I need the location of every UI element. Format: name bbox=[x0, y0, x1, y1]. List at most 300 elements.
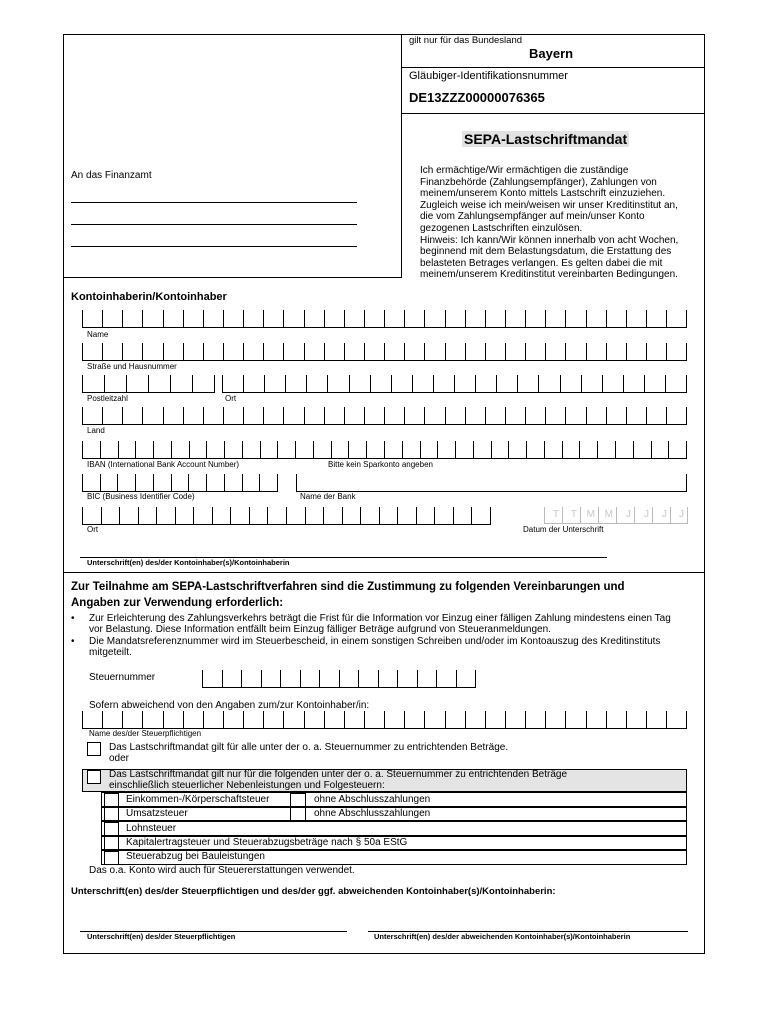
comb-cell bbox=[243, 310, 263, 328]
place-field[interactable] bbox=[82, 507, 491, 525]
comb-cell bbox=[505, 343, 525, 361]
option-all-text: Das Lastschriftmandat gilt für alle unter der o. a. Steuernummer zu entrichtenden Beträge. bbox=[109, 742, 509, 753]
construction-tax-checkbox[interactable] bbox=[104, 851, 119, 865]
comb-cell bbox=[445, 711, 465, 729]
comb-cell bbox=[300, 670, 320, 688]
comb-cell bbox=[183, 407, 203, 425]
comb-cell bbox=[646, 711, 666, 729]
comb-cell bbox=[445, 310, 465, 328]
comb-cell bbox=[397, 670, 417, 688]
comb-cell bbox=[424, 310, 444, 328]
comb-cell bbox=[260, 441, 278, 459]
wage-tax-label: Lohnsteuer bbox=[126, 823, 177, 834]
comb-cell bbox=[135, 474, 153, 492]
comb-cell bbox=[242, 474, 260, 492]
comb-cell bbox=[412, 375, 433, 393]
iban-field[interactable] bbox=[82, 441, 687, 459]
comb-cell bbox=[465, 711, 485, 729]
glaeubiger-label: Gläubiger-Identifikationsnummer bbox=[409, 70, 568, 82]
comb-cell bbox=[305, 507, 324, 525]
comb-cell bbox=[358, 670, 378, 688]
comb-cell bbox=[404, 343, 424, 361]
comb-cell bbox=[242, 441, 260, 459]
city-label: Ort bbox=[225, 394, 237, 403]
comb-cell bbox=[243, 375, 264, 393]
comb-cell bbox=[212, 507, 231, 525]
comb-cell bbox=[646, 310, 666, 328]
comb-cell bbox=[243, 343, 263, 361]
comb-cell bbox=[100, 441, 118, 459]
comb-cell bbox=[436, 670, 456, 688]
comb-cell bbox=[170, 375, 192, 393]
bullet1-line2: vor Belastung. Diese Information entfällt beim Einzug fälliger Beträge aufgrund von Steueranmeldungen. bbox=[89, 624, 551, 635]
comb-cell bbox=[505, 711, 525, 729]
comb-cell bbox=[562, 441, 580, 459]
comb-cell bbox=[339, 670, 359, 688]
vat-final-checkbox[interactable] bbox=[290, 807, 306, 821]
vat-label: Umsatzsteuer bbox=[126, 808, 188, 819]
bullet-dot: • bbox=[71, 636, 75, 647]
comb-cell bbox=[163, 343, 183, 361]
street-label: Straße und Hausnummer bbox=[87, 362, 177, 371]
comb-cell bbox=[420, 441, 438, 459]
comb-cell bbox=[485, 310, 505, 328]
comb-cell bbox=[264, 375, 285, 393]
comb-cell bbox=[465, 310, 485, 328]
comb-cell bbox=[104, 375, 126, 393]
option-some-checkbox[interactable] bbox=[87, 770, 101, 784]
comb-cell bbox=[646, 407, 666, 425]
comb-cell bbox=[153, 474, 171, 492]
comb-cell bbox=[496, 375, 517, 393]
comb-cell bbox=[102, 343, 122, 361]
comb-cell bbox=[626, 343, 646, 361]
comb-cell bbox=[602, 375, 623, 393]
comb-cell bbox=[456, 670, 477, 688]
glaeubiger-id: DE13ZZZ00000076365 bbox=[409, 90, 545, 105]
comb-cell bbox=[626, 711, 646, 729]
comb-cell bbox=[666, 310, 687, 328]
comb-cell bbox=[417, 670, 437, 688]
comb-cell bbox=[665, 375, 687, 393]
comb-cell bbox=[324, 711, 344, 729]
comb-cell bbox=[505, 407, 525, 425]
date-cell: T bbox=[544, 507, 562, 523]
comb-cell bbox=[324, 343, 344, 361]
comb-cell bbox=[404, 711, 424, 729]
comb-cell bbox=[433, 375, 454, 393]
comb-cell bbox=[344, 310, 364, 328]
glaeubiger-divider bbox=[401, 113, 705, 114]
comb-cell bbox=[424, 711, 444, 729]
comb-cell bbox=[222, 375, 243, 393]
comb-cell bbox=[286, 507, 305, 525]
bundesland-divider bbox=[401, 67, 705, 68]
comb-cell bbox=[370, 375, 391, 393]
comb-cell bbox=[142, 711, 162, 729]
comb-cell bbox=[586, 711, 606, 729]
comb-cell bbox=[263, 407, 283, 425]
country-label: Land bbox=[87, 426, 105, 435]
comb-cell bbox=[505, 310, 525, 328]
comb-cell bbox=[82, 375, 104, 393]
comb-cell bbox=[344, 711, 364, 729]
comb-cell bbox=[283, 343, 303, 361]
comb-cell bbox=[508, 441, 526, 459]
comb-cell bbox=[189, 441, 207, 459]
comb-cell bbox=[348, 441, 366, 459]
comb-cell bbox=[666, 407, 687, 425]
postcode-label: Postleitzahl bbox=[87, 394, 128, 403]
comb-cell bbox=[82, 711, 102, 729]
date-cell: J bbox=[634, 507, 652, 523]
comb-cell bbox=[666, 711, 687, 729]
comb-cell bbox=[224, 441, 242, 459]
account-signature-label: Unterschrift(en) des/der Kontoinhaber(s)/Kontoinhaberin bbox=[87, 558, 290, 567]
mandate-line: beginnend mit dem Belastungsdatum, die Erstattung des bbox=[420, 246, 672, 258]
bank-name-field[interactable] bbox=[296, 474, 687, 492]
comb-cell bbox=[306, 375, 327, 393]
date-label: Datum der Unterschrift bbox=[523, 525, 604, 534]
agreement-heading-2: Angaben zur Verwendung erforderlich: bbox=[71, 597, 284, 609]
option-or-text: oder bbox=[109, 753, 130, 764]
bullet1-line1: Zur Erleichterung des Zahlungsverkehrs beträgt die Frist für die Information vor Einzug einer fälligen Zahlung mindestens einen Tag bbox=[89, 613, 671, 624]
comb-cell bbox=[526, 441, 544, 459]
comb-cell bbox=[122, 711, 142, 729]
comb-cell bbox=[666, 343, 687, 361]
iban-label: IBAN (International Bank Account Number) bbox=[87, 460, 240, 469]
address-line-2[interactable] bbox=[71, 224, 357, 225]
comb-cell bbox=[122, 310, 142, 328]
comb-cell bbox=[366, 441, 384, 459]
comb-cell bbox=[102, 407, 122, 425]
comb-cell bbox=[192, 375, 215, 393]
street-field[interactable] bbox=[82, 343, 687, 361]
iban-note: Bitte kein Sparkonto angeben bbox=[328, 460, 433, 469]
comb-cell bbox=[118, 441, 136, 459]
comb-cell bbox=[364, 711, 384, 729]
comb-cell bbox=[193, 507, 212, 525]
tax-row-wage bbox=[101, 821, 687, 836]
comb-cell bbox=[82, 474, 100, 492]
header-divider-vertical bbox=[401, 34, 402, 278]
comb-cell bbox=[313, 441, 331, 459]
comb-cell bbox=[364, 343, 384, 361]
comb-cell bbox=[100, 474, 118, 492]
comb-cell bbox=[424, 343, 444, 361]
bundesland-label: gilt nur für das Bundesland bbox=[409, 35, 523, 46]
comb-cell bbox=[263, 711, 283, 729]
comb-cell bbox=[304, 407, 324, 425]
comb-cell bbox=[153, 441, 171, 459]
comb-cell bbox=[364, 407, 384, 425]
comb-cell bbox=[82, 441, 100, 459]
comb-cell bbox=[324, 310, 344, 328]
comb-cell bbox=[434, 507, 453, 525]
comb-cell bbox=[223, 343, 243, 361]
bullet2-line2: mitgeteilt. bbox=[89, 647, 132, 658]
comb-cell bbox=[156, 507, 175, 525]
comb-cell bbox=[203, 711, 223, 729]
option-all-checkbox[interactable] bbox=[87, 742, 101, 756]
comb-cell bbox=[586, 407, 606, 425]
comb-cell bbox=[360, 507, 379, 525]
comb-cell bbox=[538, 375, 559, 393]
option-some-line2: einschließlich steuerlicher Nebenleistungen und Folgesteuern: bbox=[109, 780, 385, 791]
comb-cell bbox=[525, 711, 545, 729]
comb-cell bbox=[384, 310, 404, 328]
date-cell: M bbox=[598, 507, 616, 523]
comb-cell bbox=[283, 407, 303, 425]
other-holder-signature-label: Unterschrift(en) des/der abweichenden Kontoinhaber(s)/Kontoinhaberin bbox=[374, 932, 631, 941]
comb-cell bbox=[203, 407, 223, 425]
comb-cell bbox=[416, 507, 435, 525]
comb-cell bbox=[183, 711, 203, 729]
comb-cell bbox=[525, 310, 545, 328]
comb-cell bbox=[224, 474, 242, 492]
taxpayer-name-label: Name des/der Steuerpflichtigen bbox=[89, 729, 202, 738]
income-tax-checkbox[interactable] bbox=[104, 793, 119, 807]
address-line-1[interactable] bbox=[71, 202, 357, 203]
comb-cell bbox=[202, 670, 222, 688]
comb-cell bbox=[117, 474, 135, 492]
comb-cell bbox=[565, 407, 585, 425]
mandate-line: die vom Zahlungsempfänger auf mein/unser Konto bbox=[420, 211, 645, 223]
signature-heading: Unterschrift(en) des/der Steuerpflichtigen und des/der ggf. abweichenden Kontoinhaber(s)/Kontoinhaberin: bbox=[71, 886, 556, 897]
comb-cell bbox=[384, 711, 404, 729]
comb-cell bbox=[285, 375, 306, 393]
comb-cell bbox=[424, 407, 444, 425]
comb-cell bbox=[668, 441, 687, 459]
comb-cell bbox=[379, 507, 398, 525]
comb-cell bbox=[175, 507, 194, 525]
comb-cell bbox=[163, 310, 183, 328]
comb-cell bbox=[397, 507, 416, 525]
comb-cell bbox=[295, 441, 313, 459]
bic-field[interactable] bbox=[82, 474, 278, 492]
comb-cell bbox=[171, 441, 189, 459]
mandate-line: meinem/unserem Kreditinstitut vereinbarten Bedingungen. bbox=[420, 269, 678, 281]
comb-cell bbox=[473, 441, 491, 459]
comb-cell bbox=[525, 343, 545, 361]
comb-cell bbox=[171, 474, 189, 492]
comb-cell bbox=[579, 441, 597, 459]
comb-cell bbox=[391, 375, 412, 393]
comb-cell bbox=[82, 310, 102, 328]
country-field[interactable] bbox=[82, 407, 687, 425]
name-field[interactable] bbox=[82, 310, 687, 328]
mandate-line: belasteten Betrages verlangen. Es gelten dabei die mit bbox=[420, 257, 663, 269]
mandate-text bbox=[420, 165, 678, 281]
comb-cell bbox=[491, 441, 509, 459]
wage-tax-checkbox[interactable] bbox=[104, 822, 119, 836]
comb-cell bbox=[304, 711, 324, 729]
date-cell: T bbox=[562, 507, 580, 523]
bullet-dot: • bbox=[71, 613, 75, 624]
steuernummer-label: Steuernummer bbox=[89, 672, 156, 683]
comb-cell bbox=[277, 441, 295, 459]
bundesland-value: Bayern bbox=[529, 46, 574, 61]
comb-cell bbox=[243, 407, 263, 425]
comb-cell bbox=[126, 375, 148, 393]
comb-cell bbox=[283, 310, 303, 328]
vat-checkbox[interactable] bbox=[104, 807, 119, 821]
capital-tax-checkbox[interactable] bbox=[104, 836, 119, 850]
comb-cell bbox=[183, 310, 203, 328]
comb-cell bbox=[331, 441, 349, 459]
comb-cell bbox=[82, 407, 102, 425]
comb-cell bbox=[319, 670, 339, 688]
comb-cell bbox=[142, 407, 162, 425]
comb-cell bbox=[241, 670, 261, 688]
comb-cell bbox=[485, 711, 505, 729]
construction-tax-label: Steuerabzug bei Bauleistungen bbox=[126, 851, 265, 862]
comb-cell bbox=[263, 310, 283, 328]
comb-cell bbox=[364, 310, 384, 328]
comb-cell bbox=[138, 507, 157, 525]
comb-cell bbox=[142, 310, 162, 328]
comb-cell bbox=[445, 407, 465, 425]
comb-cell bbox=[586, 343, 606, 361]
mandate-line: meinem/unserem Konto mittels Lastschrift einzuziehen. bbox=[420, 188, 666, 200]
comb-cell bbox=[122, 407, 142, 425]
comb-cell bbox=[259, 474, 278, 492]
comb-cell bbox=[223, 310, 243, 328]
comb-cell bbox=[296, 474, 687, 492]
comb-cell bbox=[82, 343, 102, 361]
comb-cell bbox=[471, 507, 491, 525]
comb-cell bbox=[615, 441, 633, 459]
comb-cell bbox=[384, 441, 402, 459]
comb-cell bbox=[183, 343, 203, 361]
vat-final-label: ohne Abschlusszahlungen bbox=[314, 808, 431, 819]
mandate-line: Hinweis: Ich kann/Wir können innerhalb von acht Wochen, bbox=[420, 234, 679, 246]
option-some-line1: Das Lastschriftmandat gilt nur für die folgenden unter der o. a. Steuernummer zu entrichtenden Beträge bbox=[109, 769, 568, 780]
comb-cell bbox=[163, 711, 183, 729]
comb-cell bbox=[445, 343, 465, 361]
comb-cell bbox=[465, 343, 485, 361]
comb-cell bbox=[586, 310, 606, 328]
comb-cell bbox=[545, 407, 565, 425]
agreement-heading-1: Zur Teilnahme am SEPA-Lastschriftverfahren sind die Zustimmung zu folgenden Vereinbarungen und bbox=[71, 581, 625, 593]
comb-cell bbox=[344, 343, 364, 361]
comb-cell bbox=[101, 507, 120, 525]
comb-cell bbox=[280, 670, 300, 688]
comb-cell bbox=[206, 474, 224, 492]
finanzamt-label: An das Finanzamt bbox=[71, 170, 152, 181]
postcode-field[interactable] bbox=[82, 375, 215, 393]
income-tax-label: Einkommen-/Körperschaftsteuer bbox=[126, 794, 270, 805]
bullet2-line1: Die Mandatsreferenznummer wird im Steuerbescheid, in einem sonstigen Schreiben und/oder im Kontoauszug des Kreditinstituts bbox=[89, 636, 661, 647]
comb-cell bbox=[402, 441, 420, 459]
mandate-line: Zugleich weise ich mein/weisen wir unser Kreditinstitut an, bbox=[420, 199, 678, 211]
comb-cell bbox=[304, 310, 324, 328]
comb-cell bbox=[560, 375, 581, 393]
abweichend-label: Sofern abweichend von den Angaben zum/zur Kontoinhaber/in: bbox=[89, 700, 370, 711]
comb-cell bbox=[344, 407, 364, 425]
income-final-checkbox[interactable] bbox=[290, 793, 306, 807]
comb-cell bbox=[142, 343, 162, 361]
income-final-label: ohne Abschlusszahlungen bbox=[314, 794, 431, 805]
comb-cell bbox=[82, 507, 101, 525]
comb-cell bbox=[404, 407, 424, 425]
comb-cell bbox=[455, 441, 473, 459]
comb-cell bbox=[545, 343, 565, 361]
date-cell: J bbox=[652, 507, 670, 523]
comb-cell bbox=[465, 407, 485, 425]
comb-cell bbox=[623, 375, 644, 393]
comb-cell bbox=[644, 375, 665, 393]
comb-cell bbox=[122, 343, 142, 361]
comb-cell bbox=[324, 407, 344, 425]
bic-label: BIC (Business Identifier Code) bbox=[87, 492, 195, 501]
comb-cell bbox=[102, 310, 122, 328]
comb-cell bbox=[327, 375, 348, 393]
comb-cell bbox=[475, 375, 496, 393]
comb-cell bbox=[135, 441, 153, 459]
comb-cell bbox=[249, 507, 268, 525]
comb-cell bbox=[454, 375, 475, 393]
comb-cell bbox=[544, 441, 562, 459]
comb-cell bbox=[581, 375, 602, 393]
refund-note: Das o.a. Konto wird auch für Steuererstattungen verwendet. bbox=[89, 865, 355, 876]
comb-cell bbox=[119, 507, 138, 525]
comb-cell bbox=[485, 343, 505, 361]
tax-items-left-border bbox=[101, 792, 102, 864]
comb-cell bbox=[606, 711, 626, 729]
address-box-bottom bbox=[63, 277, 402, 278]
comb-cell bbox=[606, 407, 626, 425]
city-field[interactable] bbox=[222, 375, 687, 393]
form-title: SEPA-Lastschriftmandat bbox=[464, 131, 628, 147]
comb-cell bbox=[163, 407, 183, 425]
mandate-line: Finanzbehörde (Zahlungsempfänger), Zahlungen von bbox=[420, 176, 657, 188]
comb-cell bbox=[378, 670, 398, 688]
mandate-line: gezogenen Lastschriften einzulösen. bbox=[420, 222, 583, 234]
comb-cell bbox=[525, 407, 545, 425]
taxpayer-signature-label: Unterschrift(en) des/der Steuerpflichtigen bbox=[87, 932, 236, 941]
comb-cell bbox=[203, 343, 223, 361]
comb-cell bbox=[384, 343, 404, 361]
comb-cell bbox=[223, 407, 243, 425]
comb-cell bbox=[517, 375, 538, 393]
comb-cell bbox=[102, 711, 122, 729]
comb-cell bbox=[342, 507, 361, 525]
comb-cell bbox=[606, 310, 626, 328]
signature-date-field[interactable] bbox=[544, 507, 688, 524]
address-line-3[interactable] bbox=[71, 246, 357, 247]
comb-cell bbox=[545, 711, 565, 729]
name-label: Name bbox=[87, 330, 109, 339]
comb-cell bbox=[223, 711, 243, 729]
steuernummer-field[interactable] bbox=[202, 670, 476, 688]
comb-cell bbox=[188, 474, 206, 492]
comb-cell bbox=[633, 441, 651, 459]
comb-cell bbox=[230, 507, 249, 525]
taxpayer-name-field[interactable] bbox=[82, 711, 687, 729]
comb-cell bbox=[304, 343, 324, 361]
comb-cell bbox=[222, 670, 242, 688]
comb-cell bbox=[626, 407, 646, 425]
date-cell: J bbox=[670, 507, 688, 523]
date-cell: J bbox=[616, 507, 634, 523]
comb-cell bbox=[597, 441, 615, 459]
comb-cell bbox=[437, 441, 455, 459]
mandate-line: Ich ermächtige/Wir ermächtigen die zuständige bbox=[420, 165, 629, 176]
comb-cell bbox=[323, 507, 342, 525]
comb-cell bbox=[626, 310, 646, 328]
section-divider bbox=[63, 572, 705, 573]
